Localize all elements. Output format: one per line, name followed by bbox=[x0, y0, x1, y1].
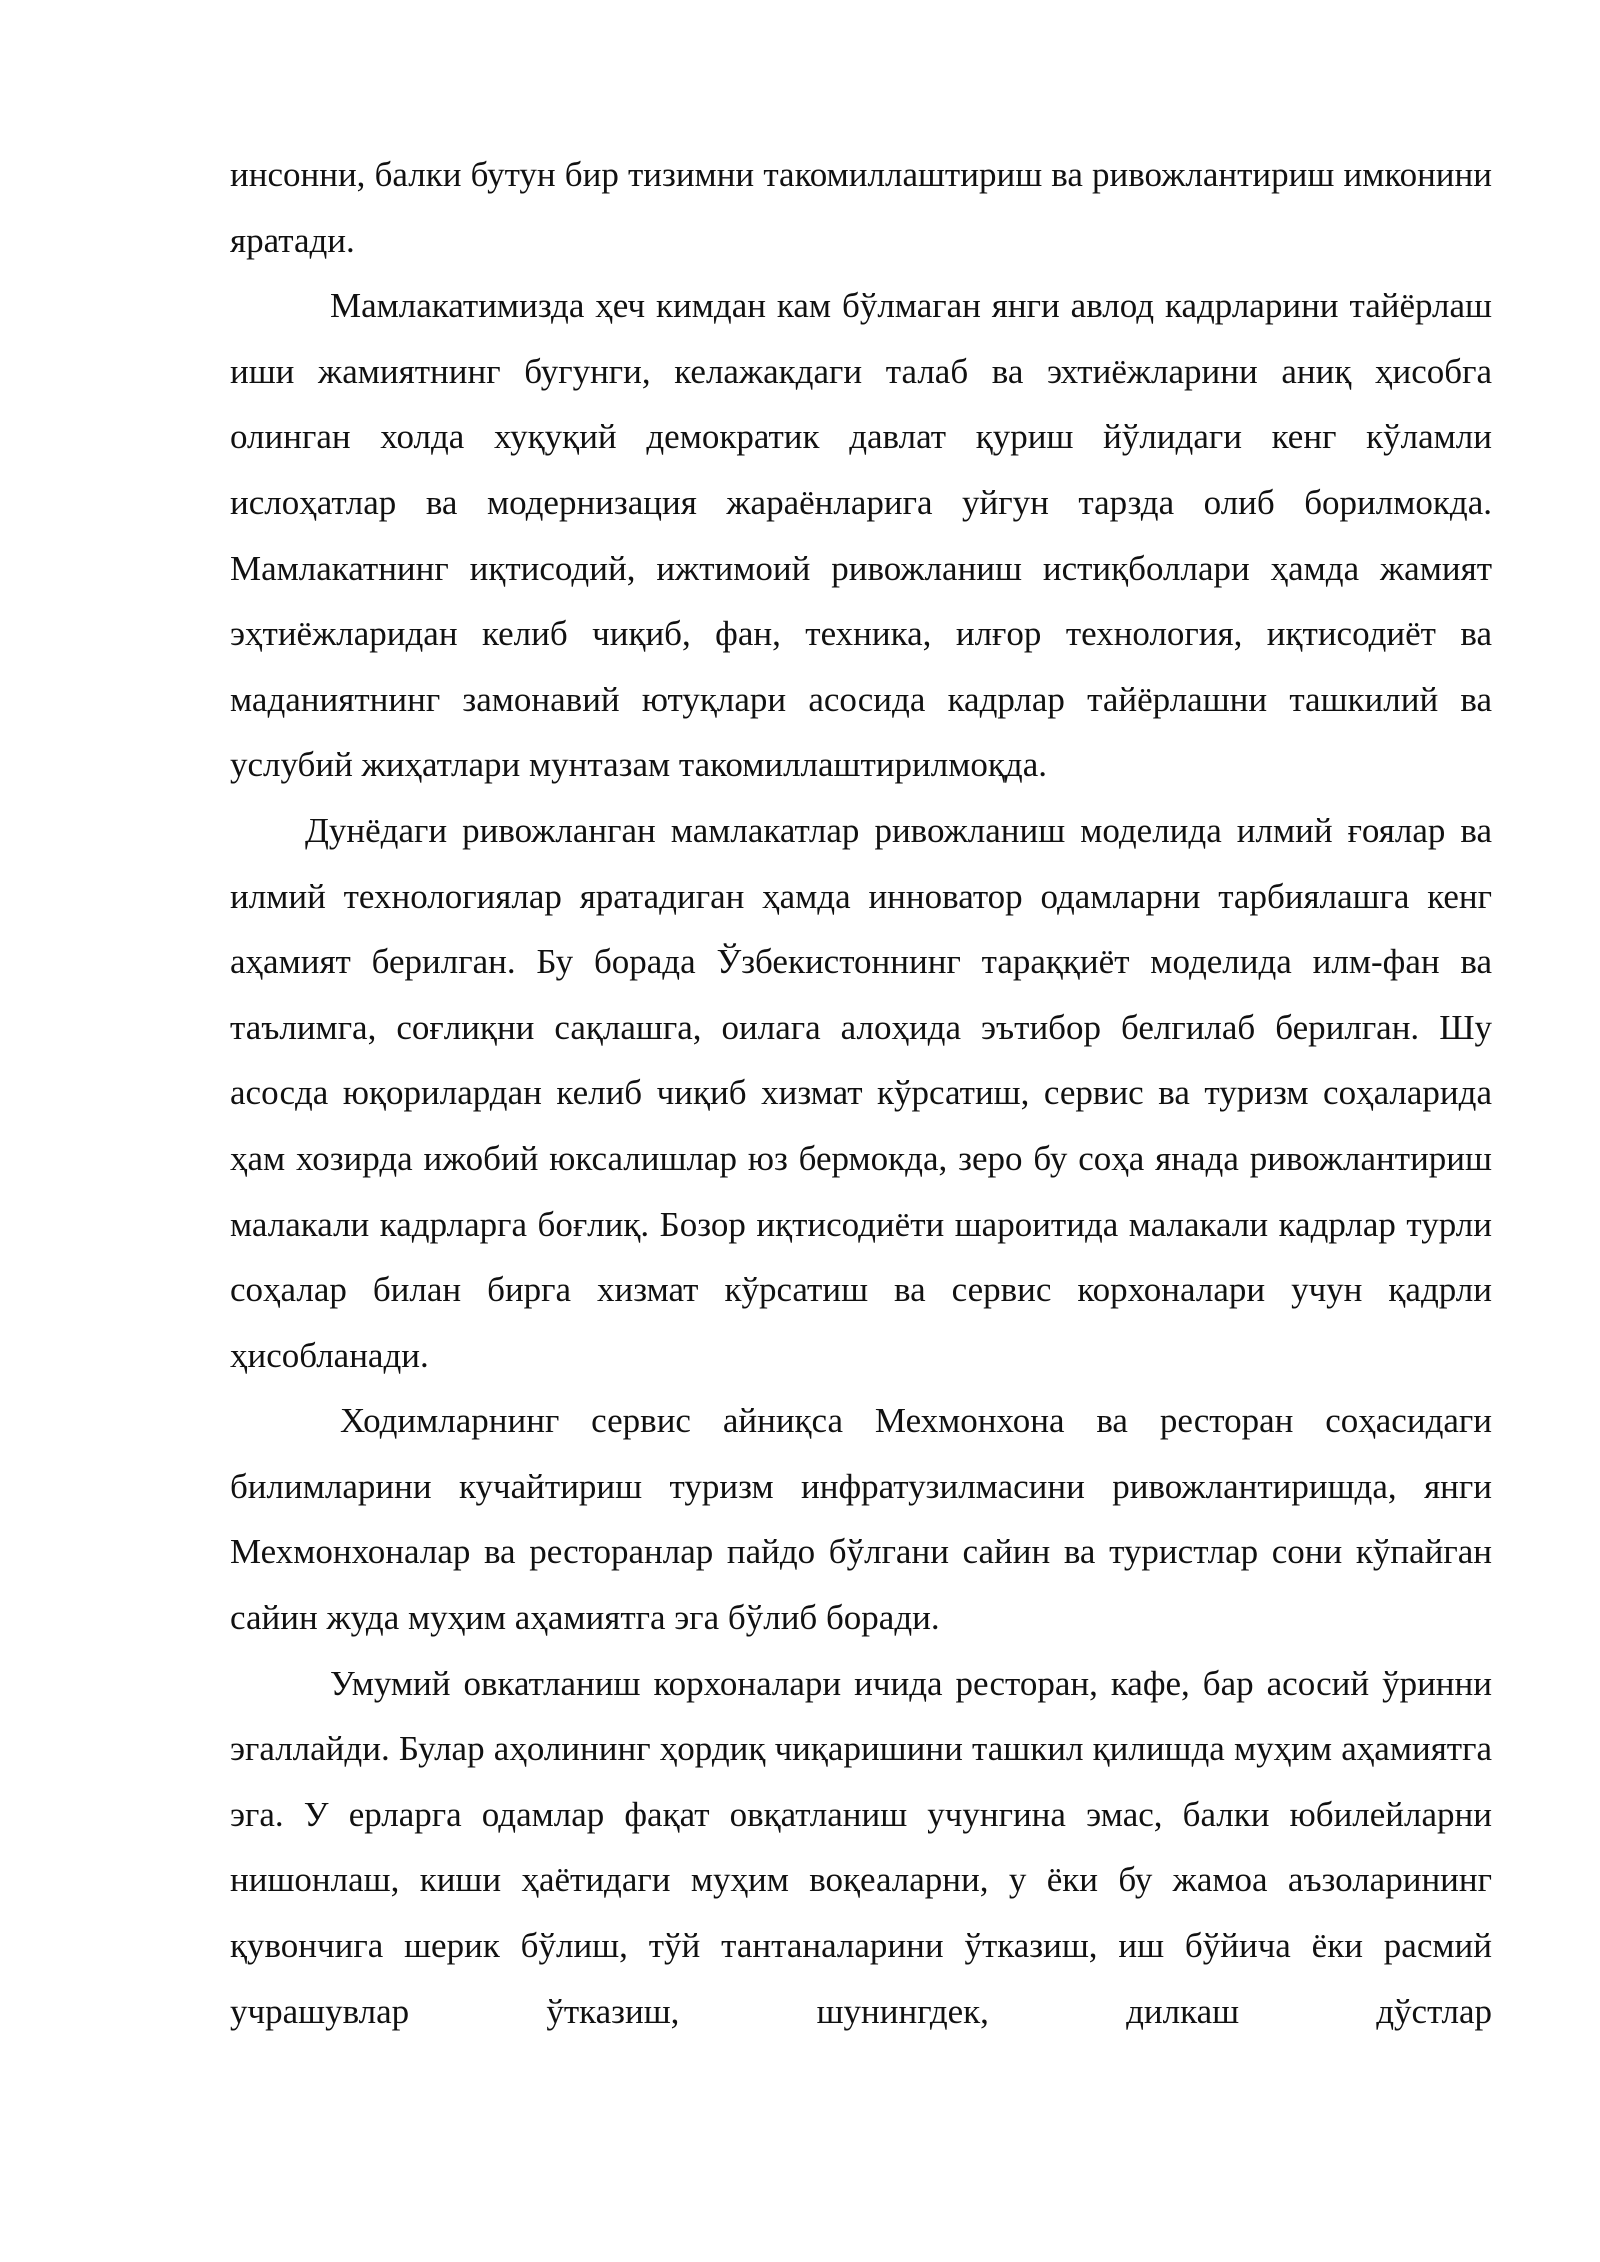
paragraph-1: инсонни, балки бутун бир тизимни такомиллаштириш ва ривожлантириш имконини яратади. bbox=[230, 155, 1492, 260]
paragraph-2: Мамлакатимизда ҳеч кимдан кам бўлмаган янги авлод кадрларини тайёрлаш иши жамиятнинг бугунги, келажакдаги талаб ва эхтиёжларини аниқ ҳисобга олинган холда хуқуқий демократик давлат қуриш йўлидаги кенг кўламли ислоҳатлар ва модернизация жараёнларига уйгун тарзда олиб борилмокда. Мамлакатнинг иқтисодий, ижтимоий ривожланиш истиқболлари ҳамда жамият эҳтиёжларидан келиб чиқиб, фан, техника, илғор технология, иқтисодиёт ва маданиятнинг замонавий ютуқлари асосида кадрлар тайёрлашни ташкилий ва услубий жиҳатлари мунтазам такомиллаштирилмоқда. bbox=[230, 286, 1492, 785]
paragraph-5: Умумий овкатланиш корхоналари ичида ресторан, кафе, бар асосий ўринни эгаллайди. Булар аҳолининг ҳордиқ чиқаришини ташкил қилишда муҳим аҳамиятга эга. У ерларга одамлар фақат овқатланиш учунгина эмас, балки юбилейларни нишонлаш, киши ҳаётидаги муҳим воқеаларни, у ёки бу жамоа аъзоларининг қувончига шерик бўлиш, тўй тантаналарини ўтказиш, иш бўйича ёки расмий учрашувлар ўтказиш, шунингдек, дилкаш дўстлар bbox=[230, 1663, 1492, 2031]
paragraph-4: Ходимларнинг сервис айниқса Мехмонхона ва ресторан соҳасидаги билимларини кучайтириш туризм инфратузилмасини ривожлантиришда, янги Мехмонхоналар ва ресторанлар пайдо бўлгани сайин ва туристлар сони кўпайган сайин жуда муҳим аҳамиятга эга бўлиб боради. bbox=[230, 1401, 1492, 1638]
document-body bbox=[230, 142, 1492, 2044]
paragraph-3: Дунёдаги ривожланган мамлакатлар ривожланиш моделида илмий ғоялар ва илмий технологиялар яратадиган ҳамда инноватор одамларни тарбиялашга кенг аҳамият берилган. Бу борада Ўзбекистоннинг тараққиёт моделида илм-фан ва таълимга, соғлиқни сақлашга, оилага алоҳида эътибор белгилаб берилган. Шу асосда юқорилардан келиб чиқиб хизмат кўрсатиш, сервис ва туризм соҳаларида ҳам хозирда ижобий юксалишлар юз бермокда, зеро бу соҳа янада ривожлантириш малакали кадрларга боғлиқ. Бозор иқтисодиёти шароитида малакали кадрлар турли соҳалар билан бирга хизмат кўрсатиш ва сервис корхоналари учун қадрли ҳисобланади. bbox=[230, 810, 1492, 1375]
